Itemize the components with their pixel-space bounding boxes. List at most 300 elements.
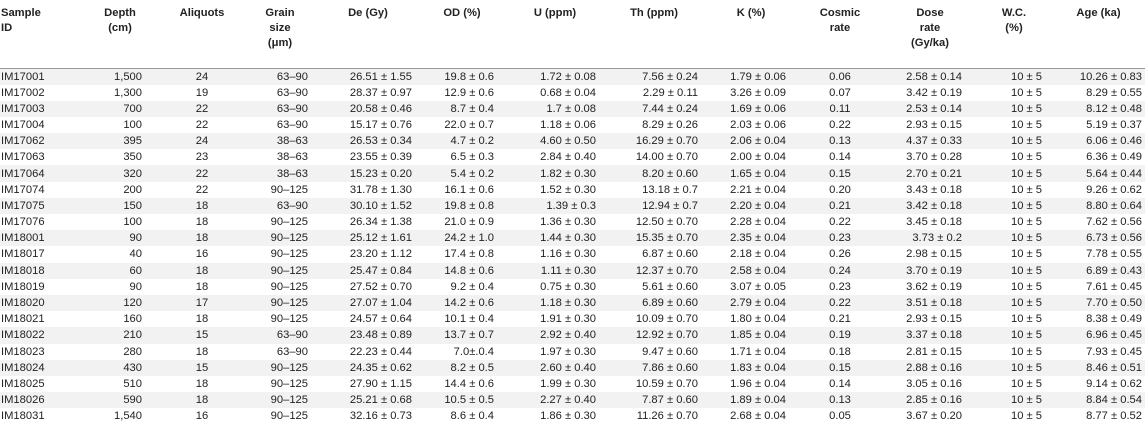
cell-de: 20.58 ± 0.46	[320, 101, 416, 117]
cell-od: 6.5 ± 0.3	[416, 149, 508, 165]
cell-de: 15.23 ± 0.20	[320, 165, 416, 181]
cell-aliquots: 22	[164, 182, 240, 198]
cell-cosmic-rate: 0.05	[796, 408, 884, 424]
cell-grain-size: 63–90	[240, 117, 320, 133]
cell-water-content: 10 ± 5	[976, 182, 1052, 198]
cell-depth: 395	[76, 133, 164, 149]
cell-od: 19.8 ± 0.8	[416, 198, 508, 214]
cell-de: 26.34 ± 1.38	[320, 214, 416, 230]
cell-od: 17.4 ± 0.8	[416, 246, 508, 262]
cell-age: 6.89 ± 0.43	[1052, 263, 1145, 279]
cell-water-content: 10 ± 5	[976, 133, 1052, 149]
cell-age: 9.26 ± 0.62	[1052, 182, 1145, 198]
cell-sample-id: IM18031	[0, 408, 76, 424]
cell-u: 4.60 ± 0.50	[508, 133, 602, 149]
cell-water-content: 10 ± 5	[976, 263, 1052, 279]
table-row	[0, 165, 1145, 181]
cell-age: 6.06 ± 0.46	[1052, 133, 1145, 149]
cell-th: 7.56 ± 0.24	[602, 68, 706, 85]
cell-aliquots: 17	[164, 295, 240, 311]
cell-age: 8.80 ± 0.64	[1052, 198, 1145, 214]
cell-dose-rate: 3.62 ± 0.19	[884, 279, 976, 295]
cell-th: 11.26 ± 0.70	[602, 408, 706, 424]
table-row	[0, 295, 1145, 311]
cell-depth: 90	[76, 279, 164, 295]
cell-aliquots: 18	[164, 311, 240, 327]
cell-water-content: 10 ± 5	[976, 68, 1052, 85]
cell-od: 8.2 ± 0.5	[416, 360, 508, 376]
cell-k: 1.89 ± 0.04	[706, 392, 796, 408]
cell-aliquots: 18	[164, 376, 240, 392]
cell-depth: 40	[76, 246, 164, 262]
cell-dose-rate: 2.53 ± 0.14	[884, 101, 976, 117]
cell-cosmic-rate: 0.11	[796, 101, 884, 117]
cell-od: 13.7 ± 0.7	[416, 327, 508, 343]
cell-k: 2.00 ± 0.04	[706, 149, 796, 165]
cell-u: 1.44 ± 0.30	[508, 230, 602, 246]
cell-od: 22.0 ± 0.7	[416, 117, 508, 133]
cell-depth: 160	[76, 311, 164, 327]
cell-dose-rate: 3.43 ± 0.18	[884, 182, 976, 198]
header-u: U (ppm)	[508, 0, 602, 68]
cell-water-content: 10 ± 5	[976, 165, 1052, 181]
cell-sample-id: IM18025	[0, 376, 76, 392]
header-k: K (%)	[706, 0, 796, 68]
cell-aliquots: 18	[164, 263, 240, 279]
cell-dose-rate: 4.37 ± 0.33	[884, 133, 976, 149]
cell-water-content: 10 ± 5	[976, 85, 1052, 101]
cell-k: 2.28 ± 0.04	[706, 214, 796, 230]
cell-u: 1.72 ± 0.08	[508, 68, 602, 85]
cell-grain-size: 63–90	[240, 198, 320, 214]
cell-grain-size: 90–125	[240, 392, 320, 408]
cell-od: 19.8 ± 0.6	[416, 68, 508, 85]
cell-grain-size: 38–63	[240, 165, 320, 181]
header-water-content: W.C. (%)	[976, 0, 1052, 68]
cell-k: 2.35 ± 0.04	[706, 230, 796, 246]
cell-cosmic-rate: 0.13	[796, 392, 884, 408]
cell-sample-id: IM17075	[0, 198, 76, 214]
cell-cosmic-rate: 0.24	[796, 263, 884, 279]
cell-cosmic-rate: 0.15	[796, 360, 884, 376]
cell-aliquots: 23	[164, 149, 240, 165]
cell-depth: 1,300	[76, 85, 164, 101]
cell-th: 8.20 ± 0.60	[602, 165, 706, 181]
cell-sample-id: IM18017	[0, 246, 76, 262]
cell-dose-rate: 3.67 ± 0.20	[884, 408, 976, 424]
cell-sample-id: IM18001	[0, 230, 76, 246]
cell-u: 2.84 ± 0.40	[508, 149, 602, 165]
table-row	[0, 182, 1145, 198]
cell-u: 1.18 ± 0.06	[508, 117, 602, 133]
table-header-row	[0, 0, 1145, 68]
cell-de: 31.78 ± 1.30	[320, 182, 416, 198]
cell-k: 2.68 ± 0.04	[706, 408, 796, 424]
cell-od: 24.2 ± 1.0	[416, 230, 508, 246]
cell-th: 7.44 ± 0.24	[602, 101, 706, 117]
cell-th: 5.61 ± 0.60	[602, 279, 706, 295]
cell-aliquots: 16	[164, 246, 240, 262]
cell-od: 8.7 ± 0.4	[416, 101, 508, 117]
cell-th: 14.00 ± 0.70	[602, 149, 706, 165]
cell-th: 16.29 ± 0.70	[602, 133, 706, 149]
cell-k: 2.06 ± 0.04	[706, 133, 796, 149]
cell-cosmic-rate: 0.14	[796, 149, 884, 165]
cell-th: 2.29 ± 0.11	[602, 85, 706, 101]
cell-sample-id: IM17076	[0, 214, 76, 230]
cell-cosmic-rate: 0.23	[796, 230, 884, 246]
table-row	[0, 327, 1145, 343]
cell-dose-rate: 2.93 ± 0.15	[884, 311, 976, 327]
cell-cosmic-rate: 0.18	[796, 344, 884, 360]
cell-sample-id: IM17063	[0, 149, 76, 165]
table-row	[0, 360, 1145, 376]
cell-de: 27.52 ± 0.70	[320, 279, 416, 295]
cell-cosmic-rate: 0.21	[796, 198, 884, 214]
cell-de: 23.20 ± 1.12	[320, 246, 416, 262]
cell-depth: 150	[76, 198, 164, 214]
header-age: Age (ka)	[1052, 0, 1145, 68]
cell-k: 1.69 ± 0.06	[706, 101, 796, 117]
header-cosmic-rate: Cosmic rate	[796, 0, 884, 68]
cell-depth: 100	[76, 214, 164, 230]
cell-depth: 1,500	[76, 68, 164, 85]
cell-grain-size: 90–125	[240, 376, 320, 392]
cell-de: 25.12 ± 1.61	[320, 230, 416, 246]
cell-age: 5.64 ± 0.44	[1052, 165, 1145, 181]
header-od: OD (%)	[416, 0, 508, 68]
cell-k: 1.80 ± 0.04	[706, 311, 796, 327]
cell-de: 23.48 ± 0.89	[320, 327, 416, 343]
cell-dose-rate: 3.42 ± 0.19	[884, 85, 976, 101]
table-row	[0, 198, 1145, 214]
cell-de: 28.37 ± 0.97	[320, 85, 416, 101]
cell-water-content: 10 ± 5	[976, 392, 1052, 408]
cell-water-content: 10 ± 5	[976, 327, 1052, 343]
cell-cosmic-rate: 0.19	[796, 327, 884, 343]
cell-grain-size: 90–125	[240, 311, 320, 327]
table-body	[0, 68, 1145, 424]
cell-k: 3.07 ± 0.05	[706, 279, 796, 295]
cell-k: 2.58 ± 0.04	[706, 263, 796, 279]
cell-aliquots: 19	[164, 85, 240, 101]
cell-dose-rate: 3.37 ± 0.18	[884, 327, 976, 343]
cell-u: 2.92 ± 0.40	[508, 327, 602, 343]
cell-dose-rate: 2.93 ± 0.15	[884, 117, 976, 133]
cell-u: 1.18 ± 0.30	[508, 295, 602, 311]
cell-th: 15.35 ± 0.70	[602, 230, 706, 246]
cell-aliquots: 18	[164, 230, 240, 246]
cell-water-content: 10 ± 5	[976, 246, 1052, 262]
cell-de: 23.55 ± 0.39	[320, 149, 416, 165]
cell-age: 7.93 ± 0.45	[1052, 344, 1145, 360]
cell-k: 1.83 ± 0.04	[706, 360, 796, 376]
cell-de: 25.21 ± 0.68	[320, 392, 416, 408]
cell-age: 6.96 ± 0.45	[1052, 327, 1145, 343]
cell-grain-size: 90–125	[240, 279, 320, 295]
cell-sample-id: IM17062	[0, 133, 76, 149]
cell-cosmic-rate: 0.23	[796, 279, 884, 295]
cell-u: 2.60 ± 0.40	[508, 360, 602, 376]
cell-dose-rate: 2.58 ± 0.14	[884, 68, 976, 85]
table-row	[0, 149, 1145, 165]
cell-grain-size: 63–90	[240, 68, 320, 85]
table-row	[0, 279, 1145, 295]
cell-aliquots: 16	[164, 408, 240, 424]
cell-th: 6.89 ± 0.60	[602, 295, 706, 311]
cell-od: 12.9 ± 0.6	[416, 85, 508, 101]
cell-k: 3.26 ± 0.09	[706, 85, 796, 101]
cell-u: 1.86 ± 0.30	[508, 408, 602, 424]
cell-depth: 120	[76, 295, 164, 311]
cell-aliquots: 22	[164, 117, 240, 133]
cell-age: 10.26 ± 0.83	[1052, 68, 1145, 85]
cell-depth: 350	[76, 149, 164, 165]
cell-water-content: 10 ± 5	[976, 230, 1052, 246]
table-row	[0, 85, 1145, 101]
cell-u: 1.52 ± 0.30	[508, 182, 602, 198]
cell-u: 2.27 ± 0.40	[508, 392, 602, 408]
cell-water-content: 10 ± 5	[976, 117, 1052, 133]
cell-depth: 100	[76, 117, 164, 133]
table-row	[0, 230, 1145, 246]
cell-cosmic-rate: 0.15	[796, 165, 884, 181]
cell-u: 0.68 ± 0.04	[508, 85, 602, 101]
cell-aliquots: 22	[164, 165, 240, 181]
cell-od: 14.8 ± 0.6	[416, 263, 508, 279]
cell-age: 5.19 ± 0.37	[1052, 117, 1145, 133]
cell-age: 6.73 ± 0.56	[1052, 230, 1145, 246]
cell-dose-rate: 2.81 ± 0.15	[884, 344, 976, 360]
cell-water-content: 10 ± 5	[976, 101, 1052, 117]
cell-water-content: 10 ± 5	[976, 360, 1052, 376]
cell-water-content: 10 ± 5	[976, 344, 1052, 360]
cell-age: 7.61 ± 0.45	[1052, 279, 1145, 295]
table-row	[0, 101, 1145, 117]
cell-grain-size: 63–90	[240, 85, 320, 101]
cell-sample-id: IM18021	[0, 311, 76, 327]
header-depth: Depth (cm)	[76, 0, 164, 68]
cell-water-content: 10 ± 5	[976, 408, 1052, 424]
cell-th: 6.87 ± 0.60	[602, 246, 706, 262]
cell-de: 26.51 ± 1.55	[320, 68, 416, 85]
header-th: Th (ppm)	[602, 0, 706, 68]
cell-od: 10.1 ± 0.4	[416, 311, 508, 327]
cell-grain-size: 90–125	[240, 263, 320, 279]
cell-th: 10.09 ± 0.70	[602, 311, 706, 327]
cell-u: 1.99 ± 0.30	[508, 376, 602, 392]
header-sample-id: Sample ID	[0, 0, 76, 68]
cell-od: 5.4 ± 0.2	[416, 165, 508, 181]
cell-cosmic-rate: 0.21	[796, 311, 884, 327]
cell-dose-rate: 3.42 ± 0.18	[884, 198, 976, 214]
cell-depth: 320	[76, 165, 164, 181]
cell-k: 1.79 ± 0.06	[706, 68, 796, 85]
cell-sample-id: IM18022	[0, 327, 76, 343]
cell-dose-rate: 2.70 ± 0.21	[884, 165, 976, 181]
cell-u: 1.39 ± 0.3	[508, 198, 602, 214]
cell-u: 1.11 ± 0.30	[508, 263, 602, 279]
cell-k: 2.03 ± 0.06	[706, 117, 796, 133]
table-row	[0, 133, 1145, 149]
cell-de: 26.53 ± 0.34	[320, 133, 416, 149]
cell-grain-size: 63–90	[240, 101, 320, 117]
cell-sample-id: IM17001	[0, 68, 76, 85]
cell-th: 12.37 ± 0.70	[602, 263, 706, 279]
cell-k: 2.20 ± 0.04	[706, 198, 796, 214]
cell-de: 32.16 ± 0.73	[320, 408, 416, 424]
cell-th: 8.29 ± 0.26	[602, 117, 706, 133]
header-de: De (Gy)	[320, 0, 416, 68]
cell-k: 2.18 ± 0.04	[706, 246, 796, 262]
cell-age: 8.12 ± 0.48	[1052, 101, 1145, 117]
cell-water-content: 10 ± 5	[976, 214, 1052, 230]
cell-k: 1.85 ± 0.04	[706, 327, 796, 343]
cell-aliquots: 15	[164, 327, 240, 343]
cell-age: 8.29 ± 0.55	[1052, 85, 1145, 101]
cell-grain-size: 90–125	[240, 408, 320, 424]
cell-de: 30.10 ± 1.52	[320, 198, 416, 214]
cell-depth: 590	[76, 392, 164, 408]
cell-age: 9.14 ± 0.62	[1052, 376, 1145, 392]
table-row	[0, 263, 1145, 279]
cell-od: 14.2 ± 0.6	[416, 295, 508, 311]
cell-od: 7.0±.0.4	[416, 344, 508, 360]
cell-sample-id: IM18026	[0, 392, 76, 408]
cell-dose-rate: 3.70 ± 0.19	[884, 263, 976, 279]
cell-water-content: 10 ± 5	[976, 376, 1052, 392]
cell-od: 9.2 ± 0.4	[416, 279, 508, 295]
cell-od: 8.6 ± 0.4	[416, 408, 508, 424]
cell-cosmic-rate: 0.14	[796, 376, 884, 392]
cell-grain-size: 90–125	[240, 230, 320, 246]
cell-aliquots: 24	[164, 68, 240, 85]
cell-water-content: 10 ± 5	[976, 311, 1052, 327]
cell-k: 2.21 ± 0.04	[706, 182, 796, 198]
cell-age: 7.62 ± 0.56	[1052, 214, 1145, 230]
cell-aliquots: 15	[164, 360, 240, 376]
cell-depth: 200	[76, 182, 164, 198]
cell-dose-rate: 3.70 ± 0.28	[884, 149, 976, 165]
table-row	[0, 392, 1145, 408]
cell-od: 21.0 ± 0.9	[416, 214, 508, 230]
cell-depth: 1,540	[76, 408, 164, 424]
cell-sample-id: IM17002	[0, 85, 76, 101]
cell-water-content: 10 ± 5	[976, 149, 1052, 165]
cell-de: 15.17 ± 0.76	[320, 117, 416, 133]
cell-dose-rate: 3.51 ± 0.18	[884, 295, 976, 311]
cell-u: 1.16 ± 0.30	[508, 246, 602, 262]
cell-depth: 430	[76, 360, 164, 376]
table-row	[0, 214, 1145, 230]
cell-k: 1.71 ± 0.04	[706, 344, 796, 360]
table-row	[0, 311, 1145, 327]
cell-cosmic-rate: 0.06	[796, 68, 884, 85]
cell-de: 24.35 ± 0.62	[320, 360, 416, 376]
cell-age: 7.78 ± 0.55	[1052, 246, 1145, 262]
cell-depth: 210	[76, 327, 164, 343]
cell-aliquots: 24	[164, 133, 240, 149]
table-row	[0, 117, 1145, 133]
header-grain-size: Grain size (μm)	[240, 0, 320, 68]
cell-grain-size: 90–125	[240, 182, 320, 198]
table-row	[0, 408, 1145, 424]
cell-sample-id: IM17004	[0, 117, 76, 133]
cell-depth: 280	[76, 344, 164, 360]
cell-sample-id: IM18024	[0, 360, 76, 376]
cell-de: 24.57 ± 0.64	[320, 311, 416, 327]
cell-dose-rate: 2.98 ± 0.15	[884, 246, 976, 262]
cell-th: 13.18 ± 0.7	[602, 182, 706, 198]
cell-cosmic-rate: 0.22	[796, 117, 884, 133]
cell-aliquots: 22	[164, 101, 240, 117]
cell-de: 25.47 ± 0.84	[320, 263, 416, 279]
cell-age: 7.70 ± 0.50	[1052, 295, 1145, 311]
cell-cosmic-rate: 0.22	[796, 295, 884, 311]
cell-od: 14.4 ± 0.6	[416, 376, 508, 392]
cell-k: 1.65 ± 0.04	[706, 165, 796, 181]
cell-u: 1.91 ± 0.30	[508, 311, 602, 327]
cell-grain-size: 90–125	[240, 295, 320, 311]
cell-aliquots: 18	[164, 279, 240, 295]
cell-sample-id: IM18018	[0, 263, 76, 279]
cell-dose-rate: 2.88 ± 0.16	[884, 360, 976, 376]
cell-de: 27.07 ± 1.04	[320, 295, 416, 311]
cell-k: 2.79 ± 0.04	[706, 295, 796, 311]
cell-aliquots: 18	[164, 392, 240, 408]
cell-dose-rate: 2.85 ± 0.16	[884, 392, 976, 408]
cell-age: 8.46 ± 0.51	[1052, 360, 1145, 376]
cell-dose-rate: 3.45 ± 0.18	[884, 214, 976, 230]
cell-aliquots: 18	[164, 214, 240, 230]
cell-th: 7.86 ± 0.60	[602, 360, 706, 376]
cell-cosmic-rate: 0.22	[796, 214, 884, 230]
cell-depth: 60	[76, 263, 164, 279]
cell-th: 12.94 ± 0.7	[602, 198, 706, 214]
cell-u: 1.82 ± 0.30	[508, 165, 602, 181]
cell-de: 27.90 ± 1.15	[320, 376, 416, 392]
cell-de: 22.23 ± 0.44	[320, 344, 416, 360]
cell-u: 0.75 ± 0.30	[508, 279, 602, 295]
cell-grain-size: 90–125	[240, 214, 320, 230]
cell-od: 16.1 ± 0.6	[416, 182, 508, 198]
cell-th: 9.47 ± 0.60	[602, 344, 706, 360]
cell-cosmic-rate: 0.20	[796, 182, 884, 198]
cell-u: 1.97 ± 0.30	[508, 344, 602, 360]
cell-grain-size: 63–90	[240, 344, 320, 360]
cell-sample-id: IM17074	[0, 182, 76, 198]
cell-depth: 700	[76, 101, 164, 117]
cell-grain-size: 90–125	[240, 360, 320, 376]
header-dose-rate: Dose rate (Gy/ka)	[884, 0, 976, 68]
cell-sample-id: IM18020	[0, 295, 76, 311]
cell-th: 7.87 ± 0.60	[602, 392, 706, 408]
cell-grain-size: 63–90	[240, 327, 320, 343]
cell-grain-size: 38–63	[240, 133, 320, 149]
cell-sample-id: IM17003	[0, 101, 76, 117]
cell-th: 10.59 ± 0.70	[602, 376, 706, 392]
cell-cosmic-rate: 0.07	[796, 85, 884, 101]
header-aliquots: Aliquots	[164, 0, 240, 68]
cell-age: 8.77 ± 0.52	[1052, 408, 1145, 424]
cell-cosmic-rate: 0.26	[796, 246, 884, 262]
cell-dose-rate: 3.73 ± 0.2	[884, 230, 976, 246]
cell-th: 12.50 ± 0.70	[602, 214, 706, 230]
cell-age: 6.36 ± 0.49	[1052, 149, 1145, 165]
cell-age: 8.84 ± 0.54	[1052, 392, 1145, 408]
cell-cosmic-rate: 0.13	[796, 133, 884, 149]
cell-od: 4.7 ± 0.2	[416, 133, 508, 149]
